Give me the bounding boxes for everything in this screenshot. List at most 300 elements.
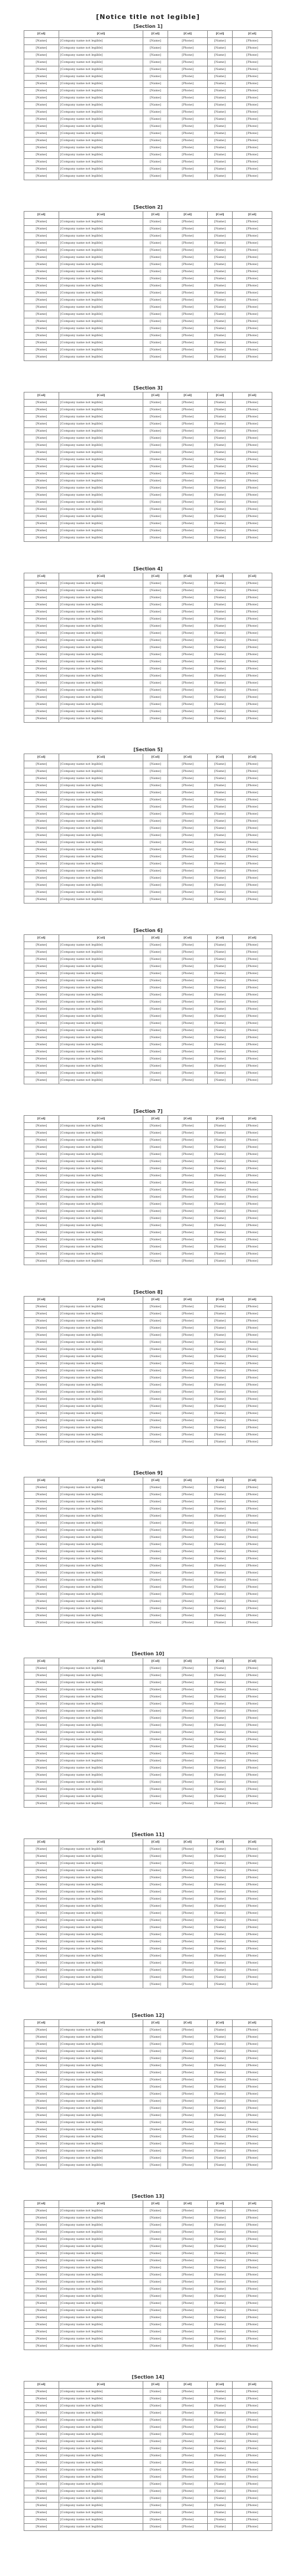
table-row xyxy=(24,716,272,723)
table-cell: [Name] xyxy=(208,716,233,723)
table-cell: [Phone] xyxy=(232,400,272,407)
table-row xyxy=(24,116,272,123)
table-cell: [Phone] xyxy=(232,949,272,956)
table-row xyxy=(24,1967,272,1974)
table-cell: [Name] xyxy=(143,949,168,956)
table-cell: [Phone] xyxy=(232,1403,272,1410)
table-cell: [Name] xyxy=(24,1194,59,1201)
table-cell: [Company name not legible] xyxy=(59,109,143,116)
table-cell: [Name] xyxy=(208,666,233,673)
section-heading: [Section 13] xyxy=(131,2194,165,2199)
table-cell: [Name] xyxy=(24,1701,59,1708)
table-cell: [Company name not legible] xyxy=(59,1534,143,1541)
table-cell: [Name] xyxy=(208,1520,233,1527)
table-row xyxy=(24,1499,272,1506)
table-cell: [Name] xyxy=(208,1527,233,1534)
table-row xyxy=(24,2148,272,2155)
table-cell: [Company name not legible] xyxy=(59,1492,143,1499)
table-cell: [Name] xyxy=(24,1853,59,1860)
table-cell: [Company name not legible] xyxy=(59,1779,143,1786)
table-cell: [Name] xyxy=(208,1194,233,1201)
table-cell: [Name] xyxy=(208,513,233,521)
table-row xyxy=(24,1513,272,1520)
table-cell: [Name] xyxy=(208,1751,233,1758)
table-cell: [Name] xyxy=(24,1201,59,1208)
table-cell: [Name] xyxy=(143,325,168,333)
table-cell: [Name] xyxy=(208,992,233,999)
table-cell: [Phone] xyxy=(232,1620,272,1627)
table-cell: [Name] xyxy=(24,109,59,116)
table-cell: [Phone] xyxy=(168,1375,208,1382)
table-cell: [Phone] xyxy=(168,130,208,138)
table-cell: [Phone] xyxy=(168,2063,208,2070)
table-cell: [Phone] xyxy=(168,818,208,825)
table-cell: [Phone] xyxy=(232,1070,272,1077)
table-cell: [Name] xyxy=(143,1410,168,1418)
table-cell: [Phone] xyxy=(168,513,208,521)
table-cell: [Name] xyxy=(208,492,233,499)
table-cell: [Phone] xyxy=(232,471,272,478)
table-cell: [Company name not legible] xyxy=(59,2467,143,2474)
table-cell: [Name] xyxy=(143,159,168,166)
table-cell: [Name] xyxy=(24,130,59,138)
table-cell: [Phone] xyxy=(168,1868,208,1875)
table-cell: [Name] xyxy=(24,882,59,889)
table-cell: [Phone] xyxy=(232,971,272,978)
table-cell: [Company name not legible] xyxy=(59,1729,143,1737)
table-header-row xyxy=(24,1477,272,1485)
table-cell: [Phone] xyxy=(232,2041,272,2048)
table-cell: [Name] xyxy=(24,1882,59,1889)
table-cell: [Name] xyxy=(24,1027,59,1035)
table-cell: [Name] xyxy=(208,2396,233,2403)
table-cell: [Name] xyxy=(24,1222,59,1230)
table-cell: [Name] xyxy=(24,1382,59,1389)
table-cell: [Phone] xyxy=(232,499,272,506)
table-cell: [Phone] xyxy=(232,2229,272,2236)
table-cell: [Name] xyxy=(143,1875,168,1882)
table-cell: [Company name not legible] xyxy=(59,226,143,233)
table-cell: [Name] xyxy=(24,1403,59,1410)
table-cell: [Name] xyxy=(24,407,59,414)
table-cell: [Company name not legible] xyxy=(59,1974,143,1981)
table-cell: [Name] xyxy=(208,942,233,949)
table-cell: [Name] xyxy=(208,449,233,457)
table-cell: [Phone] xyxy=(232,623,272,630)
table-cell: [Name] xyxy=(208,1772,233,1779)
table-cell: [Name] xyxy=(208,297,233,304)
table-cell: [Company name not legible] xyxy=(59,637,143,644)
table-cell: [Phone] xyxy=(168,854,208,861)
table-cell: [Phone] xyxy=(232,595,272,602)
table-row xyxy=(24,811,272,818)
column-header: [Col] xyxy=(24,1116,59,1123)
table-cell: [Company name not legible] xyxy=(59,1910,143,1917)
table-cell: [Phone] xyxy=(232,102,272,109)
table-cell: [Company name not legible] xyxy=(59,2446,143,2453)
table-cell: [Name] xyxy=(208,1375,233,1382)
table-cell: [Phone] xyxy=(168,521,208,528)
table-row xyxy=(24,694,272,701)
table-cell: [Phone] xyxy=(168,528,208,535)
table-cell: [Name] xyxy=(24,963,59,971)
table-cell: [Company name not legible] xyxy=(59,414,143,421)
table-cell: [Phone] xyxy=(232,1846,272,1853)
table-cell: [Name] xyxy=(24,1903,59,1910)
table-cell: [Company name not legible] xyxy=(59,761,143,768)
table-row xyxy=(24,1389,272,1396)
table-cell: [Name] xyxy=(143,602,168,609)
table-row xyxy=(24,1346,272,1354)
table-cell: [Phone] xyxy=(232,790,272,797)
table-cell: [Name] xyxy=(143,1389,168,1396)
table-cell: [Phone] xyxy=(168,1556,208,1563)
table-cell: [Name] xyxy=(208,1244,233,1251)
table-cell: [Phone] xyxy=(168,1513,208,1520)
table-cell: [Company name not legible] xyxy=(59,2438,143,2446)
table-cell: [Phone] xyxy=(168,66,208,74)
table-cell: [Phone] xyxy=(232,1346,272,1354)
table-cell: [Phone] xyxy=(168,74,208,81)
table-cell: [Phone] xyxy=(168,1793,208,1801)
table-cell: [Name] xyxy=(24,1556,59,1563)
table-cell: [Company name not legible] xyxy=(59,2041,143,2048)
table-cell: [Name] xyxy=(24,2417,59,2424)
table-cell: [Name] xyxy=(143,2048,168,2055)
table-cell: [Phone] xyxy=(232,2222,272,2229)
table-cell: [Company name not legible] xyxy=(59,1158,143,1166)
table-cell: [Phone] xyxy=(232,485,272,492)
table-cell: [Name] xyxy=(143,1187,168,1194)
table-cell: [Company name not legible] xyxy=(59,2265,143,2272)
section-block xyxy=(24,746,272,904)
table-cell: [Name] xyxy=(24,992,59,999)
table-row xyxy=(24,318,272,325)
table-cell: [Phone] xyxy=(232,2474,272,2481)
table-cell: [Name] xyxy=(208,1584,233,1591)
table-cell: [Name] xyxy=(143,1846,168,1853)
table-cell: [Name] xyxy=(208,442,233,449)
table-cell: [Name] xyxy=(143,276,168,283)
table-cell: [Name] xyxy=(208,1425,233,1432)
table-row xyxy=(24,1534,272,1541)
table-cell: [Name] xyxy=(24,630,59,637)
column-header: [Col] xyxy=(143,1116,168,1123)
table-cell: [Phone] xyxy=(232,2272,272,2279)
table-cell: [Name] xyxy=(143,1953,168,1960)
table-cell: [Name] xyxy=(24,2460,59,2467)
table-cell: [Name] xyxy=(143,2431,168,2438)
table-cell: [Name] xyxy=(24,2155,59,2162)
table-cell: [Name] xyxy=(143,882,168,889)
table-cell: [Name] xyxy=(208,2524,233,2531)
table-cell: [Phone] xyxy=(232,1577,272,1584)
table-cell: [Phone] xyxy=(168,659,208,666)
table-cell: [Name] xyxy=(24,811,59,818)
table-header-row xyxy=(24,1116,272,1123)
table-cell: [Phone] xyxy=(232,1311,272,1318)
table-cell: [Phone] xyxy=(168,708,208,716)
table-cell: [Phone] xyxy=(168,2034,208,2041)
table-cell: [Phone] xyxy=(232,1208,272,1215)
table-cell: [Name] xyxy=(208,1765,233,1772)
table-cell: [Company name not legible] xyxy=(59,701,143,708)
table-cell: [Company name not legible] xyxy=(59,1332,143,1339)
table-cell: [Name] xyxy=(143,1492,168,1499)
table-cell: [Name] xyxy=(24,595,59,602)
table-cell: [Phone] xyxy=(168,783,208,790)
table-cell: [Name] xyxy=(143,290,168,297)
table-cell: [Name] xyxy=(143,2162,168,2169)
table-cell: [Name] xyxy=(143,2112,168,2119)
table-cell: [Name] xyxy=(208,2258,233,2265)
table-row xyxy=(24,1903,272,1910)
table-cell: [Name] xyxy=(208,2243,233,2251)
table-cell: [Name] xyxy=(208,421,233,428)
table-cell: [Phone] xyxy=(168,1144,208,1151)
table-cell: [Phone] xyxy=(168,442,208,449)
table-cell: [Name] xyxy=(143,1042,168,1049)
table-row xyxy=(24,999,272,1006)
table-cell: [Name] xyxy=(208,283,233,290)
table-cell: [Name] xyxy=(143,1403,168,1410)
table-cell: [Phone] xyxy=(168,254,208,261)
table-cell: [Phone] xyxy=(232,644,272,652)
table-cell: [Name] xyxy=(24,138,59,145)
table-cell: [Name] xyxy=(208,1506,233,1513)
table-cell: [Name] xyxy=(24,1006,59,1013)
table-cell: [Name] xyxy=(143,2336,168,2343)
table-cell: [Company name not legible] xyxy=(59,992,143,999)
table-cell: [Phone] xyxy=(168,2495,208,2502)
table-cell: [Name] xyxy=(24,2119,59,2127)
table-cell: [Company name not legible] xyxy=(59,708,143,716)
table-cell: [Name] xyxy=(24,145,59,152)
table-row xyxy=(24,1570,272,1577)
table-cell: [Name] xyxy=(24,956,59,963)
table-cell: [Name] xyxy=(24,2315,59,2322)
table-cell: [Name] xyxy=(208,687,233,694)
table-cell: [Name] xyxy=(208,2431,233,2438)
table-cell: [Name] xyxy=(143,1708,168,1715)
table-cell: [Phone] xyxy=(168,2467,208,2474)
table-row xyxy=(24,1368,272,1375)
table-cell: [Name] xyxy=(24,2488,59,2495)
table-cell: [Company name not legible] xyxy=(59,644,143,652)
table-cell: [Name] xyxy=(143,963,168,971)
table-cell: [Company name not legible] xyxy=(59,1665,143,1672)
table-cell: [Name] xyxy=(208,1960,233,1967)
table-cell: [Phone] xyxy=(232,254,272,261)
roster-table xyxy=(24,2019,272,2169)
column-header: [Col] xyxy=(168,2382,208,2389)
table-cell: [Phone] xyxy=(168,2027,208,2034)
table-cell: [Name] xyxy=(24,1751,59,1758)
table-cell: [Phone] xyxy=(168,492,208,499)
table-cell: [Phone] xyxy=(232,1584,272,1591)
table-cell: [Name] xyxy=(208,1556,233,1563)
table-cell: [Phone] xyxy=(232,1158,272,1166)
table-cell: [Name] xyxy=(143,1924,168,1932)
table-cell: [Name] xyxy=(208,311,233,318)
table-cell: [Name] xyxy=(24,261,59,269)
table-cell: [Phone] xyxy=(168,1035,208,1042)
table-row xyxy=(24,38,272,45)
table-cell: [Name] xyxy=(208,889,233,896)
table-cell: [Name] xyxy=(143,804,168,811)
column-header: [Col] xyxy=(59,2020,143,2027)
table-cell: [Name] xyxy=(143,768,168,775)
table-row xyxy=(24,637,272,644)
table-cell: [Name] xyxy=(24,1368,59,1375)
table-cell: [Phone] xyxy=(168,59,208,66)
table-cell: [Company name not legible] xyxy=(59,1924,143,1932)
table-row xyxy=(24,595,272,602)
table-row xyxy=(24,1549,272,1556)
table-cell: [Name] xyxy=(143,1180,168,1187)
table-cell: [Name] xyxy=(143,283,168,290)
table-cell: [Name] xyxy=(24,2134,59,2141)
table-cell: [Name] xyxy=(208,52,233,59)
table-row xyxy=(24,2510,272,2517)
table-cell: [Name] xyxy=(143,673,168,680)
table-cell: [Company name not legible] xyxy=(59,949,143,956)
table-row xyxy=(24,1144,272,1151)
table-cell: [Name] xyxy=(143,1063,168,1070)
column-header: [Col] xyxy=(232,1477,272,1485)
table-cell: [Phone] xyxy=(232,1875,272,1882)
column-header: [Col] xyxy=(24,1658,59,1665)
table-cell: [Name] xyxy=(24,166,59,173)
table-cell: [Phone] xyxy=(168,2148,208,2155)
table-cell: [Company name not legible] xyxy=(59,1137,143,1144)
table-cell: [Company name not legible] xyxy=(59,1853,143,1860)
table-row xyxy=(24,1070,272,1077)
table-row xyxy=(24,1020,272,1027)
table-cell: [Company name not legible] xyxy=(59,2336,143,2343)
table-cell: [Phone] xyxy=(168,1346,208,1354)
table-cell: [Phone] xyxy=(168,839,208,847)
table-cell: [Name] xyxy=(143,1375,168,1382)
table-cell: [Name] xyxy=(208,173,233,180)
table-cell: [Name] xyxy=(208,2279,233,2286)
table-cell: [Company name not legible] xyxy=(59,340,143,347)
column-header: [Col] xyxy=(59,1658,143,1665)
table-cell: [Name] xyxy=(24,1896,59,1903)
table-cell: [Name] xyxy=(143,790,168,797)
table-cell: [Company name not legible] xyxy=(59,1013,143,1020)
table-cell: [Name] xyxy=(143,1680,168,1687)
table-cell: [Phone] xyxy=(232,2105,272,2112)
table-cell: [Phone] xyxy=(232,333,272,340)
table-row xyxy=(24,949,272,956)
column-header: [Col] xyxy=(232,212,272,219)
table-cell: [Name] xyxy=(24,1860,59,1868)
roster-table xyxy=(24,1658,272,1808)
table-cell: [Phone] xyxy=(232,673,272,680)
table-cell: [Phone] xyxy=(232,956,272,963)
table-row xyxy=(24,513,272,521)
table-cell: [Phone] xyxy=(232,854,272,861)
table-cell: [Name] xyxy=(24,2048,59,2055)
table-cell: [Name] xyxy=(208,2329,233,2336)
table-row xyxy=(24,1672,272,1680)
table-cell: [Company name not legible] xyxy=(59,1027,143,1035)
table-cell: [Name] xyxy=(24,1049,59,1056)
table-cell: [Name] xyxy=(143,832,168,839)
section-block xyxy=(24,203,272,361)
table-cell: [Name] xyxy=(24,580,59,588)
table-cell: [Name] xyxy=(208,1853,233,1860)
table-cell: [Name] xyxy=(24,1722,59,1729)
table-cell: [Name] xyxy=(208,825,233,832)
table-cell: [Name] xyxy=(24,2424,59,2431)
table-cell: [Name] xyxy=(143,1506,168,1513)
table-cell: [Name] xyxy=(208,1680,233,1687)
table-cell: [Name] xyxy=(24,1375,59,1382)
table-cell: [Name] xyxy=(143,2396,168,2403)
table-cell: [Phone] xyxy=(168,354,208,361)
table-cell: [Company name not legible] xyxy=(59,407,143,414)
table-cell: [Phone] xyxy=(232,1492,272,1499)
table-cell: [Name] xyxy=(208,2041,233,2048)
column-header: [Col] xyxy=(208,2020,233,2027)
table-cell: [Name] xyxy=(24,1325,59,1332)
table-cell: [Name] xyxy=(143,701,168,708)
table-cell: [Name] xyxy=(24,2055,59,2063)
table-row xyxy=(24,81,272,88)
table-cell: [Name] xyxy=(24,123,59,130)
table-cell: [Phone] xyxy=(232,2336,272,2343)
column-header: [Col] xyxy=(59,2382,143,2389)
table-row xyxy=(24,1027,272,1035)
table-cell: [Phone] xyxy=(232,2162,272,2169)
table-cell: [Phone] xyxy=(168,449,208,457)
table-cell: [Name] xyxy=(143,588,168,595)
roster-table xyxy=(24,211,272,361)
table-cell: [Name] xyxy=(208,1180,233,1187)
table-row xyxy=(24,708,272,716)
table-cell: [Phone] xyxy=(168,630,208,637)
column-header: [Col] xyxy=(208,392,233,400)
table-cell: [Phone] xyxy=(232,2127,272,2134)
section-block xyxy=(24,2192,272,2350)
table-cell: [Phone] xyxy=(168,1563,208,1570)
table-cell: [Phone] xyxy=(232,1860,272,1868)
table-cell: [Company name not legible] xyxy=(59,2300,143,2307)
table-cell: [Phone] xyxy=(232,1513,272,1520)
table-cell: [Name] xyxy=(208,2070,233,2077)
table-cell: [Name] xyxy=(208,1665,233,1672)
column-header: [Col] xyxy=(24,573,59,580)
table-cell: [Name] xyxy=(208,775,233,783)
table-cell: [Phone] xyxy=(168,1620,208,1627)
table-cell: [Phone] xyxy=(232,1432,272,1439)
table-cell: [Phone] xyxy=(232,889,272,896)
table-cell: [Name] xyxy=(143,971,168,978)
table-cell: [Name] xyxy=(24,971,59,978)
table-cell: [Name] xyxy=(208,45,233,52)
table-row xyxy=(24,673,272,680)
table-cell: [Phone] xyxy=(168,407,208,414)
table-row xyxy=(24,1751,272,1758)
table-cell: [Company name not legible] xyxy=(59,1215,143,1222)
table-cell: [Company name not legible] xyxy=(59,1375,143,1382)
table-cell: [Name] xyxy=(24,159,59,166)
table-cell: [Name] xyxy=(24,1953,59,1960)
table-cell: [Company name not legible] xyxy=(59,1237,143,1244)
table-cell: [Phone] xyxy=(232,1325,272,1332)
